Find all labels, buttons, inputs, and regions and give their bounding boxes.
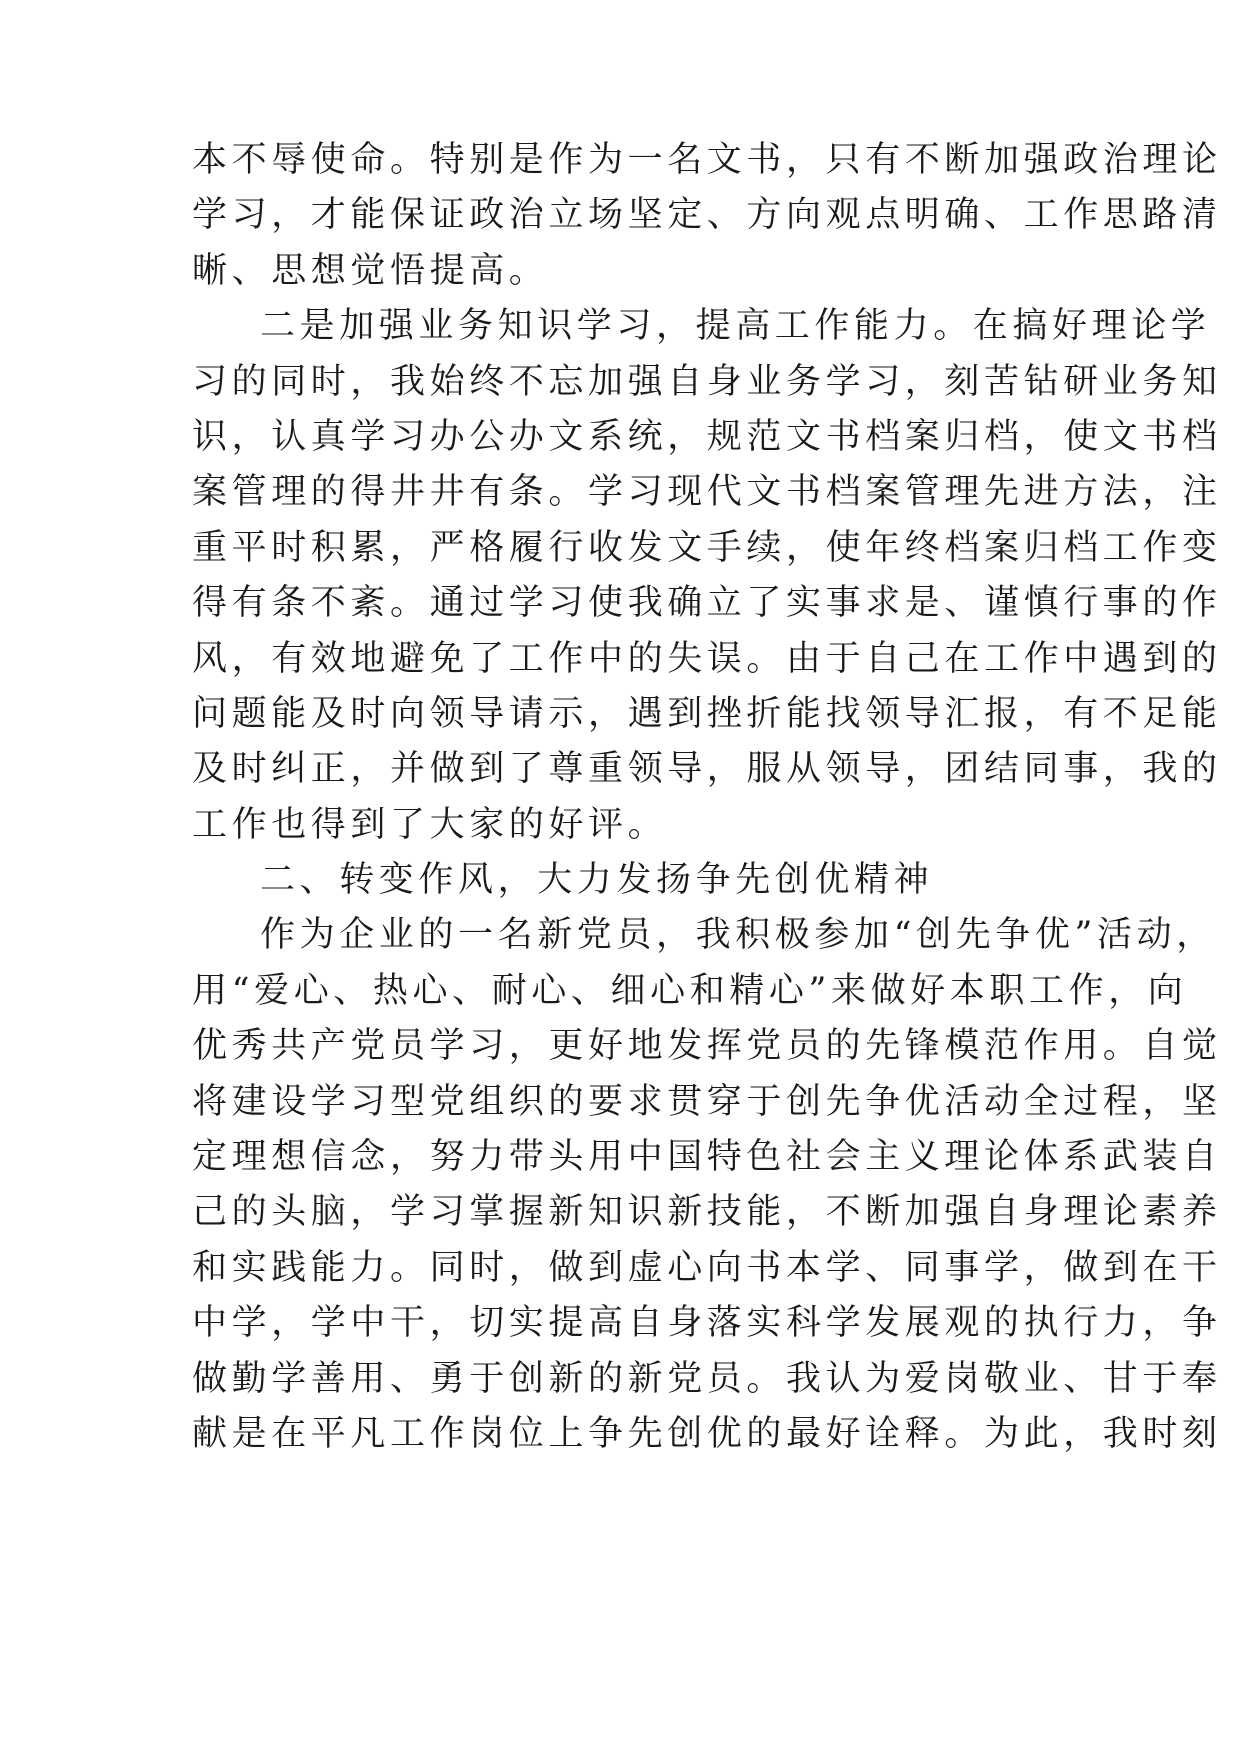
paragraph-first-line: 作为企业的一名新党员，我积极参加“创先争优”活动， (260, 915, 1216, 956)
text-line: 案管理的得井井有条。学习现代文书档案管理先进方法，注 (192, 472, 1222, 513)
text-line: 将建设学习型党组织的要求贯穿于创先争优活动全过程，坚 (192, 1081, 1222, 1122)
text-line: 定理想信念，努力带头用中国特色社会主义理论体系武装自 (192, 1137, 1222, 1178)
text-line: 得有条不紊。通过学习使我确立了实事求是、谨慎行事的作 (192, 583, 1222, 624)
text-line: 和实践能力。同时，做到虚心向书本学、同事学，做到在干 (192, 1247, 1222, 1288)
text-line: 用“爱心、热心、耐心、细心和精心”来做好本职工作，向 (192, 970, 1188, 1011)
text-line: 学习，才能保证政治立场坚定、方向观点明确、工作思路清 (192, 195, 1222, 236)
text-line: 做勤学善用、勇于创新的新党员。我认为爱岗敬业、甘于奉 (192, 1358, 1222, 1399)
text-line: 己的头脑，学习掌握新知识新技能，不断加强自身理论素养 (192, 1192, 1222, 1233)
text-line: 及时纠正，并做到了尊重领导，服从领导，团结同事，我的 (192, 749, 1222, 790)
text-line: 习的同时，我始终不忘加强自身业务学习，刻苦钻研业务知 (192, 361, 1222, 402)
text-line: 工作也得到了大家的好评。 (192, 804, 668, 845)
text-line: 本不辱使命。特别是作为一名文书，只有不断加强政治理论 (192, 140, 1222, 180)
section-heading: 二、转变作风，大力发扬争先创优精神 (260, 860, 934, 901)
text-line: 风，有效地避免了工作中的失误。由于自己在工作中遇到的 (192, 638, 1222, 679)
text-line: 晰、思想觉悟提高。 (192, 250, 549, 291)
text-line: 中学，学中干，切实提高自身落实科学发展观的执行力，争 (192, 1303, 1222, 1344)
text-line: 问题能及时向领导请示，遇到挫折能找领导汇报，有不足能 (192, 693, 1222, 734)
text-line: 献是在平凡工作岗位上争先创优的最好诠释。为此，我时刻 (192, 1413, 1222, 1454)
text-line: 优秀共产党员学习，更好地发挥党员的先锋模范作用。自觉 (192, 1026, 1222, 1067)
text-line: 识，认真学习办公办文系统，规范文书档案归档，使文书档 (192, 416, 1222, 457)
document-body (192, 133, 1222, 1462)
text-line: 重平时积累，严格履行收发文手续，使年终档案归档工作变 (192, 527, 1222, 568)
paragraph-first-line: 二是加强业务知识学习，提高工作能力。在搞好理论学 (260, 306, 1211, 347)
